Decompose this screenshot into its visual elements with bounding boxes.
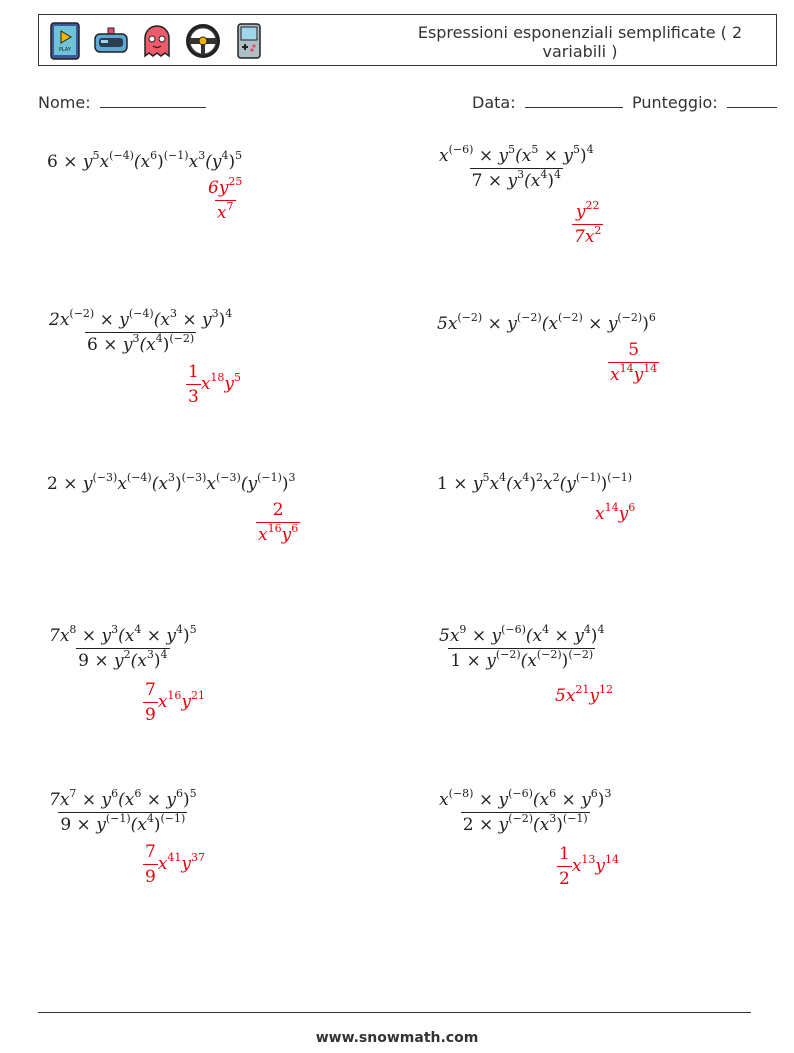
problem-2-answer: $\frac{y^{22}}{7x^2}$	[574, 199, 602, 247]
problem-9-expression: $\frac{7x^7 \times y^6(x^6 \times y^6)^5}{9 \times y^{(-1)}(x^4)^{(-1)}}$	[49, 787, 197, 835]
problem-8	[437, 623, 606, 671]
date-field	[472, 93, 623, 112]
problem-3	[47, 307, 234, 355]
problem-3-expression: $\frac{2x^{(-2)} \times y^{(-4)}(x^3 \times y^3)^4}{6 \times y^3(x^4)^{(-2)}}$	[49, 307, 233, 355]
problem-6-answer: $x^{14}y^6$	[595, 501, 636, 524]
footer-url[interactable]: www.snowmath.com	[315, 1030, 479, 1046]
problem-7-answer: $\frac{7}{9}$ $x^{16}y^{21}$	[145, 680, 206, 725]
vr-headset-icon	[93, 22, 129, 60]
problem-5-expression: $2 \times y^{(-3)}x^{(-4)}(x^3)^{(-3)}x^{(-3)}(y^{(-1)})^3$	[47, 471, 296, 494]
problem-8-expression: $\frac{5x^9 \times y^{(-6)}(x^4 \times y^4)^4}{1 \times y^{(-2)}(x^{(-2)})^{(-2)}}$	[439, 623, 605, 671]
header-icons	[47, 22, 267, 60]
handheld-console-icon	[231, 22, 267, 60]
date-blank[interactable]	[525, 93, 623, 108]
name-field	[38, 93, 206, 112]
worksheet-title: Espressioni esponenziali semplificate ( 2 variabili )	[417, 23, 743, 61]
problem-10-answer: $\frac{1}{2}$ $x^{13}y^{14}$	[559, 844, 620, 889]
worksheet-header	[38, 14, 777, 66]
footer-divider	[38, 1012, 751, 1013]
steering-wheel-icon	[185, 22, 221, 60]
score-blank[interactable]	[727, 93, 777, 108]
problem-4	[437, 312, 656, 338]
problem-1-expression: $6 \times y^5x^{(-4)}(x^6)^{(-1)}x^3(y^4)^5$	[47, 149, 243, 172]
score-field	[632, 93, 777, 112]
problem-8-answer: $5x^{21}y^{12}$	[555, 683, 614, 706]
problem-3-answer: $\frac{1}{3}$ $x^{18}y^5$	[188, 362, 242, 407]
problem-5-answer: $\frac{2}{x^{16}y^6}$	[258, 500, 299, 545]
problem-9-answer: $\frac{7}{9}$ $x^{41}y^{37}$	[145, 842, 206, 887]
problem-10	[437, 787, 613, 835]
problem-6-expression: $1 \times y^5x^4(x^4)^2x^2(y^{(-1)})^{(-1)}$	[437, 471, 633, 494]
problem-2-expression: $\frac{x^{(-6)} \times y^5(x^5 \times y^5)^4}{7 \times y^3(x^4)^4}$	[439, 143, 594, 191]
problem-6	[437, 472, 632, 498]
problem-9	[47, 787, 199, 835]
problem-1	[47, 150, 242, 176]
ghost-icon	[139, 22, 175, 60]
problem-1-answer: $\frac{6y^{25}}{x^7}$	[208, 175, 243, 223]
name-blank[interactable]	[100, 93, 206, 108]
problem-7-expression: $\frac{7x^8 \times y^3(x^4 \times y^4)^5}{9 \times y^2(x^3)^4}$	[49, 623, 197, 671]
date-label: Data:	[472, 93, 516, 112]
problem-7	[47, 623, 199, 671]
tablet-play-icon	[47, 22, 83, 60]
problem-2	[437, 143, 596, 191]
problem-4-expression: $5x^{(-2)} \times y^{(-2)}(x^{(-2)} \times y^{(-2)})^6$	[437, 311, 656, 334]
score-label: Punteggio:	[632, 93, 718, 112]
problem-10-expression: $\frac{x^{(-8)} \times y^{(-6)}(x^6 \times y^6)^3}{2 \times y^{(-2)}(x^3)^{(-1)}}$	[439, 787, 612, 835]
svg-text:PLAY: PLAY	[58, 47, 72, 53]
problem-4-answer: $\frac{5}{x^{14}y^{14}}$	[610, 340, 658, 385]
problem-5	[47, 472, 296, 498]
name-label: Nome:	[38, 93, 91, 112]
